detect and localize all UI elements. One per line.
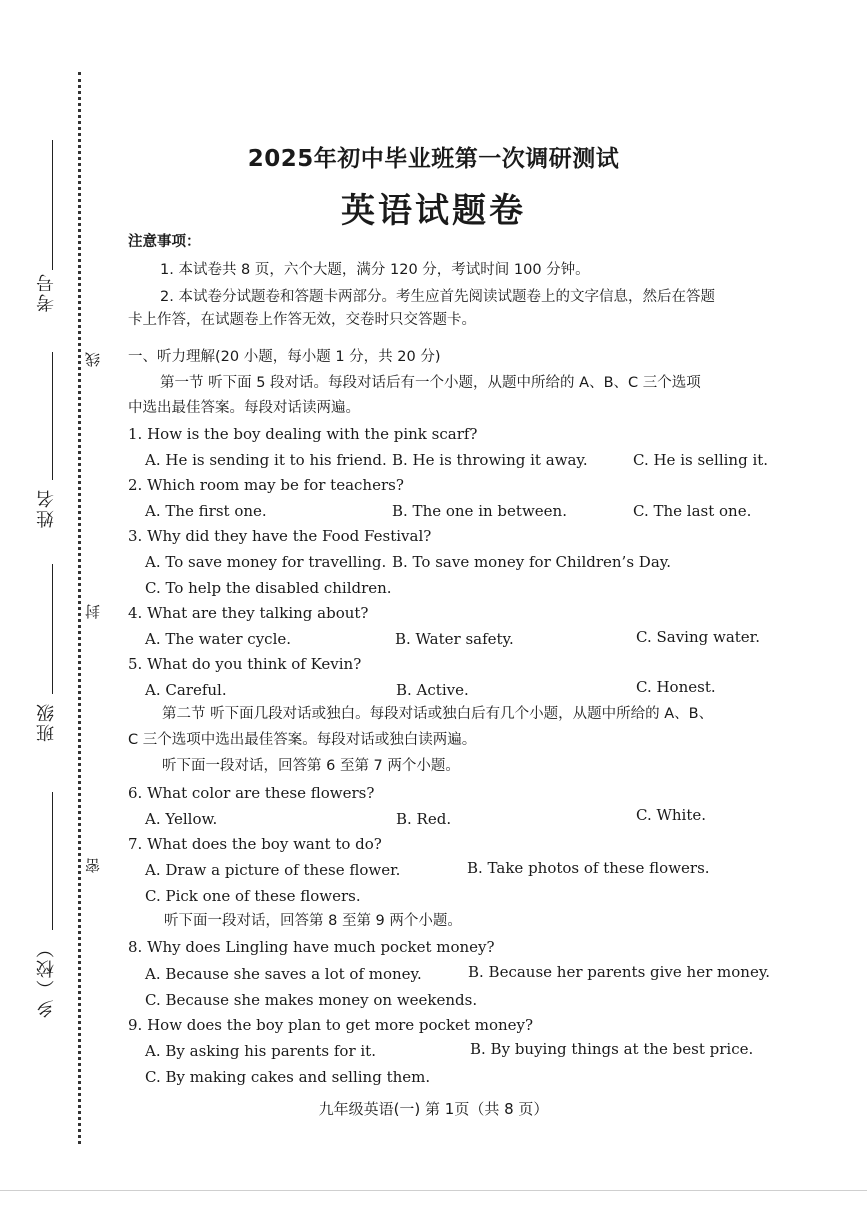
q7-option-a: A. Draw a picture of these flower. xyxy=(145,861,401,879)
q6-option-a: A. Yellow. xyxy=(145,810,218,828)
class-line xyxy=(52,564,53,694)
seal-char-line: 线 xyxy=(84,352,102,367)
seal-char-close: 密 xyxy=(84,858,102,873)
q3-option-c: C. To help the disabled children. xyxy=(145,579,392,597)
question-2: 2. Which room may be for teachers? xyxy=(128,476,404,494)
notes-heading: 注意事项： xyxy=(128,234,201,250)
q5-option-b: B. Active. xyxy=(396,681,469,699)
dialog-instruction-8-9: 听下面一段对话，回答第 8 至第 9 两个小题。 xyxy=(164,913,462,929)
q4-option-a: A. The water cycle. xyxy=(145,630,292,648)
question-5: 5. What do you think of Kevin? xyxy=(128,655,362,673)
school-line xyxy=(52,792,53,930)
binding-dotted-line xyxy=(78,72,81,1144)
q9-option-b: B. By buying things at the best price. xyxy=(470,1040,754,1058)
q9-option-c: C. By making cakes and selling them. xyxy=(145,1068,431,1086)
q5-option-c: C. Honest. xyxy=(636,678,716,696)
name-line xyxy=(52,352,53,480)
part1-instruction-b: 中选出最佳答案。每段对话读两遍。 xyxy=(128,400,360,416)
q8-option-a: A. Because she saves a lot of money. xyxy=(145,965,422,983)
q6-option-b: B. Red. xyxy=(396,810,452,828)
q4-option-b: B. Water safety. xyxy=(395,630,514,648)
q1-option-b: B. He is throwing it away. xyxy=(392,451,588,469)
q2-option-c: C. The last one. xyxy=(633,502,752,520)
class-label: 班级 xyxy=(36,702,57,742)
question-8: 8. Why does Lingling have much pocket money? xyxy=(128,938,495,956)
bottom-rule xyxy=(0,1190,867,1191)
question-9: 9. How does the boy plan to get more pocket money? xyxy=(128,1016,534,1034)
question-1: 1. How is the boy dealing with the pink scarf? xyxy=(128,425,478,443)
part2-instruction-b: C 三个选项中选出最佳答案。每段对话或独白读两遍。 xyxy=(128,732,477,748)
q7-option-b: B. Take photos of these flowers. xyxy=(467,859,710,877)
q5-option-a: A. Careful. xyxy=(145,681,227,699)
q4-option-c: C. Saving water. xyxy=(636,628,760,646)
note-2b: 卡上作答，在试题卷上作答无效，交卷时只交答题卡。 xyxy=(128,312,476,328)
school-label: 乡（校） xyxy=(36,938,57,1018)
question-3: 3. Why did they have the Food Festival? xyxy=(128,527,432,545)
q7-option-c: C. Pick one of these flowers. xyxy=(145,887,361,905)
note-2a: 2. 本试卷分试题卷和答题卡两部分。考生应首先阅读试题卷上的文字信息，然后在答题 xyxy=(160,289,715,305)
q8-option-c: C. Because she makes money on weekends. xyxy=(145,991,478,1009)
q1-option-a: A. He is sending it to his friend. xyxy=(145,451,387,469)
q6-option-c: C. White. xyxy=(636,806,707,824)
q1-option-c: C. He is selling it. xyxy=(633,451,769,469)
q3-option-a: A. To save money for travelling. xyxy=(145,553,387,571)
name-label: 姓名 xyxy=(36,488,57,528)
exam-subtitle: 英语试题卷 xyxy=(341,191,526,231)
q2-option-a: A. The first one. xyxy=(145,502,267,520)
page-footer: 九年级英语(一) 第 1页（共 8 页） xyxy=(318,1100,549,1118)
q2-option-b: B. The one in between. xyxy=(392,502,567,520)
dialog-instruction-6-7: 听下面一段对话，回答第 6 至第 7 两个小题。 xyxy=(162,758,460,774)
q8-option-b: B. Because her parents give her money. xyxy=(468,963,771,981)
part2-instruction-a: 第二节 听下面几段对话或独白。每段对话或独白后有几个小题，从题中所给的 A、B、 xyxy=(162,706,714,722)
question-4: 4. What are they talking about? xyxy=(128,604,369,622)
question-7: 7. What does the boy want to do? xyxy=(128,835,382,853)
exam-no-label: 考号 xyxy=(36,272,57,312)
question-6: 6. What color are these flowers? xyxy=(128,784,375,802)
section-heading: 一、听力理解(20 小题，每小题 1 分，共 20 分) xyxy=(128,349,441,365)
note-1: 1. 本试卷共 8 页，六个大题，满分 120 分，考试时间 100 分钟。 xyxy=(160,262,590,278)
exam-title: 2025年初中毕业班第一次调研测试 xyxy=(247,146,620,172)
part1-instruction-a: 第一节 听下面 5 段对话。每段对话后有一个小题，从题中所给的 A、B、C 三个选项 xyxy=(160,375,701,391)
seal-char-seal: 封 xyxy=(84,604,102,619)
q9-option-a: A. By asking his parents for it. xyxy=(145,1042,376,1060)
q3-option-b: B. To save money for Children’s Day. xyxy=(392,553,672,571)
